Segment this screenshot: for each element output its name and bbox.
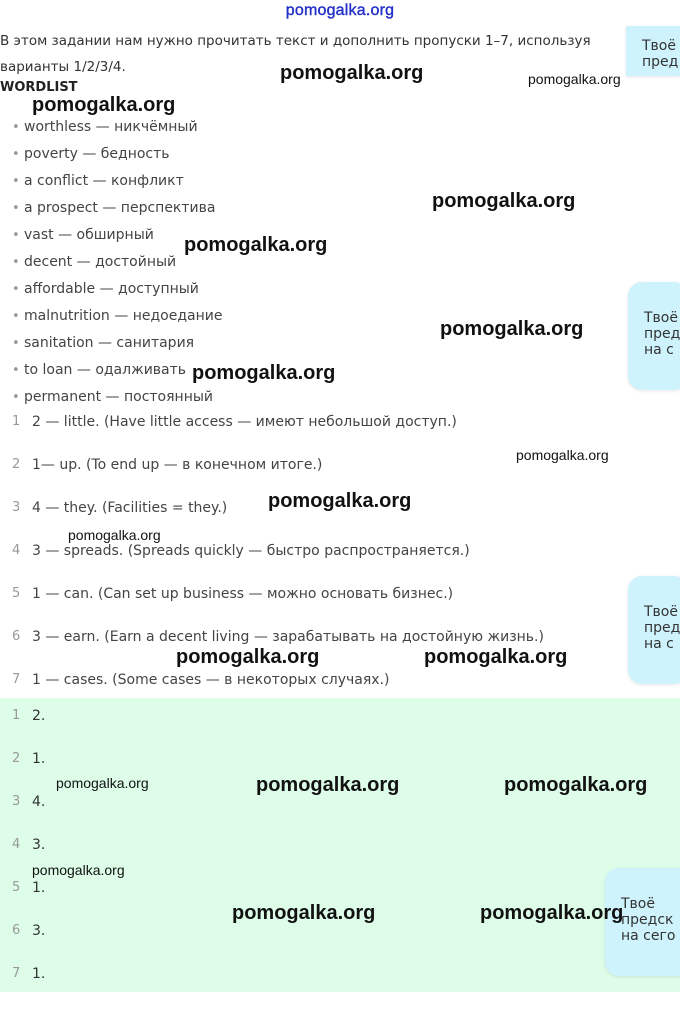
- bullet-icon: •: [12, 363, 20, 378]
- list-item: • poverty — бедность: [12, 141, 222, 168]
- short-answers-list: [0, 708, 200, 1009]
- list-item: • worthless — никчёмный: [12, 114, 222, 141]
- watermark: pomogalka.org: [432, 190, 576, 212]
- watermark: pomogalka.org: [68, 527, 161, 543]
- watermark: pomogalka.org: [32, 94, 176, 116]
- list-item: • a conflict — конфликт: [12, 168, 222, 195]
- watermark: pomogalka.org: [516, 447, 609, 463]
- answer-item: 5 1 — can. (Can set up business — можно основать бизнес.): [12, 586, 454, 602]
- watermark: pomogalka.org: [232, 902, 376, 924]
- watermark: pomogalka.org: [424, 646, 568, 668]
- bullet-icon: •: [12, 390, 20, 405]
- watermark: pomogalka.org: [192, 362, 336, 384]
- watermark: pomogalka.org: [184, 234, 328, 256]
- ad-card[interactable]: Твоё пред на с: [628, 282, 680, 390]
- watermark: pomogalka.org: [480, 902, 624, 924]
- short-answer-item: 5 1.: [12, 880, 46, 896]
- watermark: pomogalka.org: [32, 862, 125, 878]
- bullet-icon: •: [12, 228, 20, 243]
- bullet-icon: •: [12, 282, 20, 297]
- ad-card[interactable]: Твоё предск на сего: [605, 868, 680, 976]
- watermark: pomogalka.org: [280, 62, 424, 84]
- bullet-icon: •: [12, 120, 20, 135]
- bullet-icon: •: [12, 336, 20, 351]
- list-item: • vast — обширный: [12, 222, 222, 249]
- list-item: • to loan — одалживать: [12, 357, 222, 384]
- short-answer-item: 7 1.: [12, 966, 46, 982]
- answer-item: 1 2 — little. (Have little access — имеют небольшой доступ.): [12, 414, 457, 430]
- answer-item: 6 3 — earn. (Earn a decent living — зарабатывать на достойную жизнь.): [12, 629, 544, 645]
- bullet-icon: •: [12, 147, 20, 162]
- ad-card[interactable]: Твоё пред на с: [628, 576, 680, 684]
- list-item: • affordable — доступный: [12, 276, 222, 303]
- ad-card[interactable]: Твоё пред: [626, 26, 680, 76]
- watermark: pomogalka.org: [504, 774, 648, 796]
- short-answer-item: 1 2.: [12, 708, 46, 724]
- list-item: • malnutrition — недоедание: [12, 303, 222, 330]
- intro-text: В этом задании нам нужно прочитать текст и дополнить пропуски 1–7, используя варианты 1/2/3/4.: [0, 33, 591, 75]
- short-answer-item: 3 4.: [12, 794, 46, 810]
- wordlist: [12, 114, 222, 411]
- list-item: • decent — достойный: [12, 249, 222, 276]
- answer-item: 2 1— up. (To end up — в конечном итоге.): [12, 457, 323, 473]
- bullet-icon: •: [12, 255, 20, 270]
- watermark: pomogalka.org: [176, 646, 320, 668]
- answer-item: 4 3 — spreads. (Spreads quickly — быстро распространяется.): [12, 543, 470, 559]
- bullet-icon: •: [12, 201, 20, 216]
- answer-item: 7 1 — cases. (Some cases — в некоторых случаях.): [12, 672, 390, 688]
- list-item: • a prospect — перспектива: [12, 195, 222, 222]
- answer-item: 3 4 — they. (Facilities = they.): [12, 500, 228, 516]
- watermark: pomogalka.org: [256, 774, 400, 796]
- watermark: pomogalka.org: [440, 318, 584, 340]
- bullet-icon: •: [12, 174, 20, 189]
- short-answer-item: 6 3.: [12, 923, 46, 939]
- wordlist-title: WORDLIST: [0, 80, 78, 95]
- watermark: pomogalka.org: [528, 71, 621, 87]
- list-item: • sanitation — санитария: [12, 330, 222, 357]
- site-logo[interactable]: pomogalka.org: [285, 2, 395, 19]
- short-answer-item: 4 3.: [12, 837, 46, 853]
- watermark: pomogalka.org: [268, 490, 412, 512]
- short-answer-item: 2 1.: [12, 751, 46, 767]
- watermark: pomogalka.org: [56, 775, 149, 791]
- list-item: • permanent — постоянный: [12, 384, 222, 411]
- bullet-icon: •: [12, 309, 20, 324]
